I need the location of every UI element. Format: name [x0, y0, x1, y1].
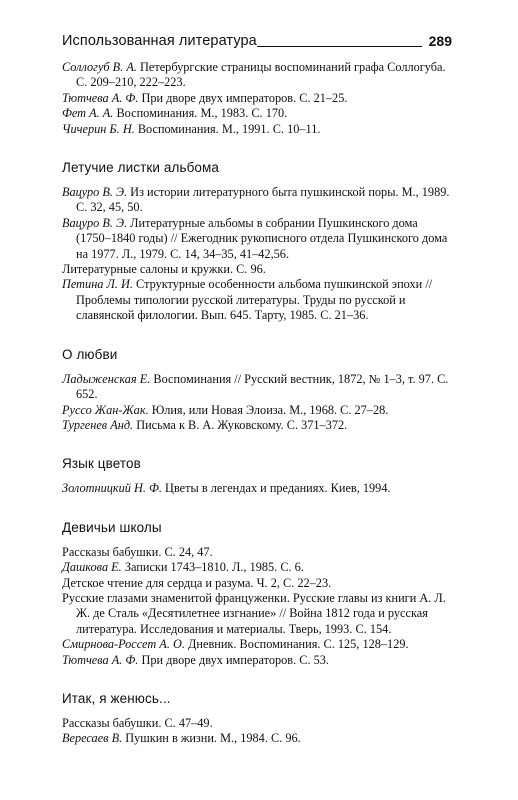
entry-text: Воспоминания. М., 1983. С. 170. [113, 106, 288, 121]
entry-text: Из истории литературного быта пушкинской поры. М., 1989. С. 32, 45, 50. [76, 185, 450, 215]
section-title: Летучие листки альбома [62, 160, 220, 176]
entry-text: Юлия, или Новая Элоиза. М., 1968. С. 27–28. [148, 402, 389, 417]
bibliography-entry [62, 185, 455, 216]
section-spacer [62, 668, 455, 690]
entry-author: Петина Л. И. [62, 277, 133, 292]
header-rule [257, 46, 422, 47]
bibliography-section [62, 690, 455, 747]
bibliography-entry [62, 372, 455, 403]
section-spacer [62, 324, 455, 346]
bibliography-entry [62, 91, 455, 106]
bibliography-entry [62, 560, 455, 575]
bibliography-entry [62, 216, 455, 262]
section-title: Девичьи школы [62, 519, 162, 535]
bibliography-entry [62, 481, 455, 496]
bibliography-entry [62, 106, 455, 121]
bibliography [62, 60, 455, 747]
entry-text: Петербургские страницы воспоминаний графа Соллогуба. С. 209–210, 222–223. [76, 60, 446, 90]
section-spacer [62, 137, 455, 159]
entry-text: Детское чтение для сердца и разума. Ч. 2, С. 22–23. [62, 575, 332, 590]
bibliography-entry [62, 731, 455, 746]
entry-author: Золотницкий Н. Ф. [62, 481, 162, 496]
page-number: 289 [428, 33, 452, 49]
entry-author: Фет А. А. [62, 106, 114, 121]
bibliography-entry [62, 637, 455, 652]
entry-author: Вацуро В. Э. [62, 185, 128, 200]
entry-text: Литературные альбомы в собрании Пушкинского дома (1750–1840 годы) // Ежегодник рукописного отдела Пушкинского дома на 1977. Л., 1979. С. 14, 34–35, 41–42,56. [76, 215, 448, 261]
entry-author: Тютчева А. Ф. [62, 90, 139, 105]
entry-author: Вацуро В. Э. [62, 215, 128, 230]
entry-text: Записки 1743–1810. Л., 1985. С. 6. [121, 560, 304, 575]
entry-author: Тургенев Анд. [62, 417, 134, 432]
section-title: О любви [62, 346, 118, 362]
entry-text: При дворе двух императоров. С. 21–25. [138, 90, 348, 105]
entry-author: Вересаев В. [62, 731, 123, 746]
bibliography-section [62, 60, 455, 137]
entry-author: Соллогуб В. А. [62, 60, 137, 74]
bibliography-entry [62, 277, 455, 323]
bibliography-entry [62, 545, 455, 560]
bibliography-section [62, 519, 455, 668]
entry-text: Рассказы бабушки. С. 24, 47. [62, 544, 213, 559]
entry-author: Ладыженская Е. [62, 371, 151, 386]
entry-text: Письма к В. А. Жуковскому. С. 371–372. [133, 417, 348, 432]
bibliography-entry [62, 262, 455, 277]
section-spacer [62, 497, 455, 519]
bibliography-section [62, 159, 455, 324]
entry-author: Чичерин Б. Н. [62, 121, 135, 136]
bibliography-entry [62, 418, 455, 433]
bibliography-entry [62, 576, 455, 591]
bibliography-entry [62, 403, 455, 418]
section-title: Итак, я женюсь... [62, 690, 171, 706]
bibliography-entry [62, 122, 455, 137]
bibliography-entry [62, 591, 455, 637]
bibliography-section [62, 455, 455, 496]
entry-text: Воспоминания // Русский вестник, 1872, № 1–3, т. 97. С. 652. [76, 371, 449, 402]
entry-author: Руссо Жан-Жак. [62, 402, 149, 417]
entry-author: Дашкова Е. [62, 560, 122, 575]
section-spacer [62, 433, 455, 455]
entry-text: При дворе двух императоров. С. 53. [138, 652, 329, 667]
section-title: Язык цветов [62, 456, 141, 472]
running-header [62, 33, 452, 55]
entry-text: Пушкин в жизни. М., 1984. С. 96. [122, 731, 301, 746]
bibliography-entry [62, 653, 455, 668]
bibliography-entry [62, 60, 455, 91]
entry-text: Цветы в легендах и преданиях. Киев, 1994. [161, 481, 391, 496]
entry-text: Литературные салоны и кружки. С. 96. [62, 262, 266, 277]
entry-text: Структурные особенности альбома пушкинской эпохи // Проблемы типологии русской литературы. Труды по русской и славянской филологии. Вып. 645. Тарту, 1985. С. 21–36. [76, 277, 433, 323]
bibliography-entry [62, 716, 455, 731]
entry-text: Русские глазами знаменитой француженки. Русские главы из книги А. Л. Ж. де Сталь «Десятилетнее изгнание» // Война 1812 года и русская литература. Исследования и материалы. Тверь, 1993. С. 154. [62, 590, 446, 636]
running-header-title: Использованная литература [62, 33, 257, 49]
entry-text: Воспоминания. М., 1991. С. 10–11. [134, 121, 321, 136]
entry-text: Рассказы бабушки. С. 47–49. [62, 715, 213, 730]
entry-author: Тютчева А. Ф. [62, 652, 139, 667]
entry-author: Смирнова-Россет А. О. [62, 637, 185, 652]
entry-text: Дневник. Воспоминания. С. 125, 128–129. [184, 637, 409, 652]
bibliography-section [62, 346, 455, 434]
